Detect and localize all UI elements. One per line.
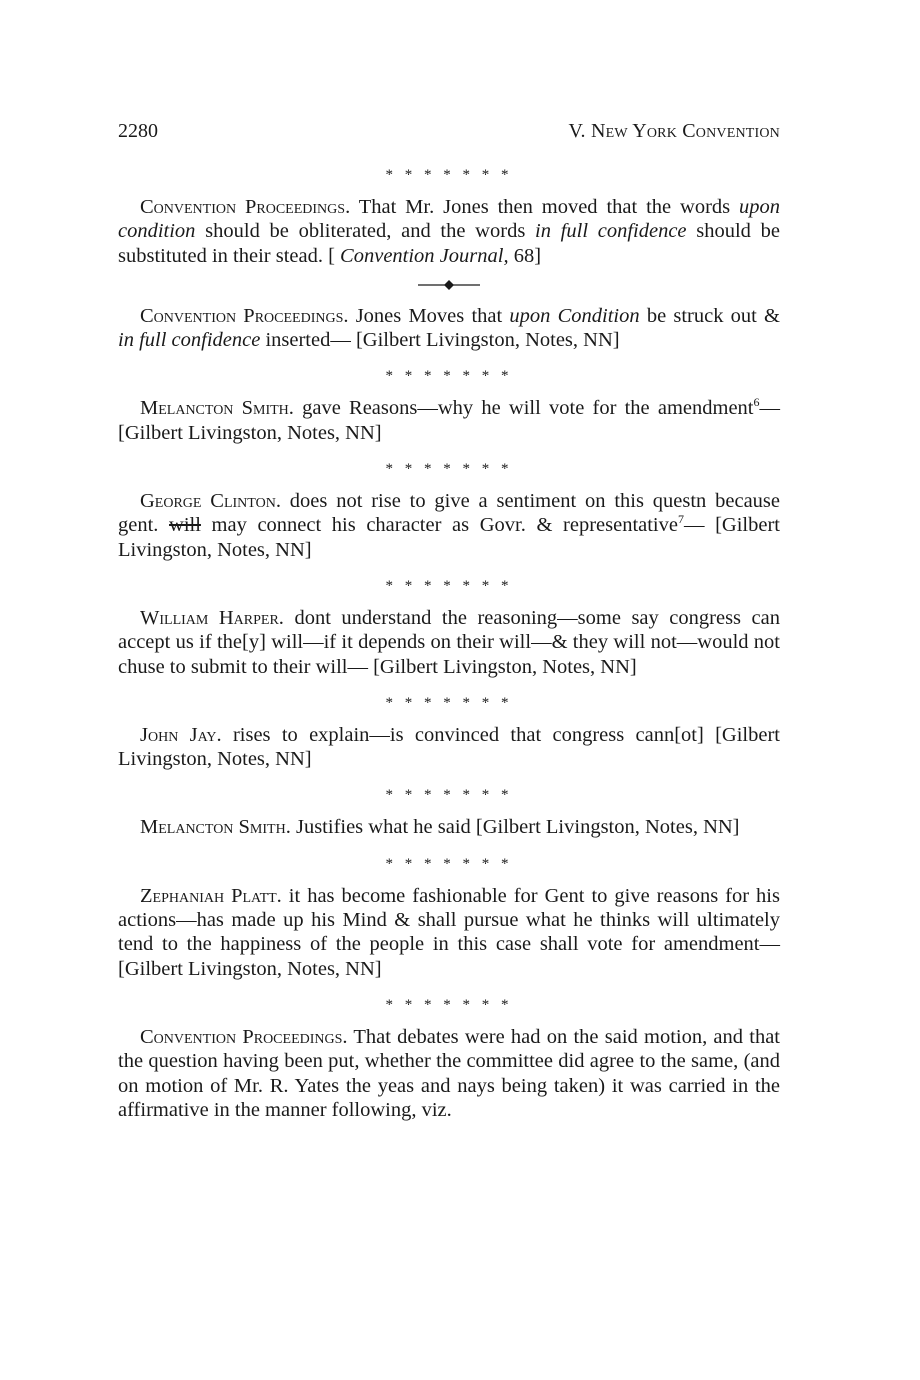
- footnote-ref: 6: [753, 395, 760, 410]
- speaker-name: Convention Proceedings.: [140, 196, 351, 218]
- speaker-name: Melancton Smith.: [140, 397, 294, 420]
- footnote-ref: 7: [677, 512, 684, 527]
- body-text: [118, 165, 780, 1122]
- speaker-name: Melancton Smith.: [140, 816, 291, 839]
- entry-text: will: [169, 514, 201, 537]
- section-separator: * * * * * * *: [385, 368, 513, 385]
- diamond-rule-icon: [118, 278, 780, 292]
- speaker-name: John Jay.: [140, 723, 222, 746]
- entry-text: in full confidence: [535, 220, 687, 243]
- entry-text: should be substituted in their stead. [: [118, 220, 780, 267]
- entry-paragraph: [118, 489, 780, 562]
- speaker-name: Convention Proceedings.: [140, 1025, 348, 1048]
- entry-text: in full confidence: [118, 329, 261, 352]
- entry-text: rises to explain—is convinced that congress cann[ot] [Gilbert Livingston, Notes, NN]: [118, 723, 780, 771]
- document-page: [118, 120, 780, 1136]
- entry-text: dont understand the reasoning—some say congress can accept us if the[y] will—if it depends on their will—& they will not—would not chuse to submit to their will— [Gilbert Livingston, Notes, NN]: [118, 606, 780, 678]
- entry-paragraph: [118, 1025, 780, 1122]
- entry-text: — [Gilbert Livingston, Notes, NN]: [118, 397, 780, 444]
- entry-text: Justifies what he said [Gilbert Livingston, Notes, NN]: [290, 816, 740, 839]
- speaker-name: William Harper.: [140, 606, 284, 629]
- entry-text: 68]: [508, 244, 542, 267]
- entry-text: does not rise to give a sentiment on this questn because gent.: [118, 490, 781, 537]
- section-separator: * * * * * * *: [385, 996, 513, 1013]
- entry-paragraph: [118, 195, 780, 268]
- entry-paragraph: [118, 884, 780, 981]
- entry-text: upon condition: [118, 196, 781, 243]
- entry-text: may connect his character as Govr. & representative: [200, 514, 678, 537]
- running-title: V. New York Convention: [568, 120, 780, 142]
- section-separator: * * * * * * *: [385, 577, 513, 594]
- entry-text: inserted— [Gilbert Livingston, Notes, NN]: [260, 329, 620, 352]
- entry-paragraph: [118, 396, 780, 445]
- entry-text: Convention Journal,: [340, 244, 509, 267]
- entry-text: Jones Moves that: [348, 304, 510, 327]
- speaker-name: George Clinton.: [140, 490, 281, 513]
- speaker-name: Convention Proceedings.: [140, 304, 349, 327]
- entry-paragraph: [118, 606, 780, 679]
- page-number: 2280: [118, 120, 158, 142]
- section-separator: * * * * * * *: [385, 694, 513, 711]
- entry-text: That debates were had on the said motion, and that the question having been put, whether the committee did agree to the same, (and on motion of Mr. R. Yates the yeas and nays being taken) it was carried in the affirmative in the manner following, viz.: [118, 1025, 781, 1121]
- entry-paragraph: [118, 304, 780, 353]
- entry-text: gave Reasons—why he will vote for the amendment: [293, 397, 754, 420]
- entry-text: — [Gilbert Livingston, Notes, NN]: [118, 514, 780, 561]
- section-separator: * * * * * * *: [385, 855, 513, 872]
- entry-text: upon Condition: [509, 304, 640, 327]
- section-separator: * * * * * * *: [385, 167, 513, 183]
- entry-text: That Mr. Jones then moved that the words: [350, 196, 740, 218]
- section-separator: * * * * * * *: [385, 787, 513, 804]
- running-header: [118, 120, 780, 143]
- entry-paragraph: [118, 815, 780, 839]
- entry-text: should be obliterated, and the words: [195, 220, 536, 243]
- speaker-name: Zephaniah Platt.: [140, 884, 282, 907]
- section-separator: * * * * * * *: [385, 461, 513, 478]
- entry-text: it has become fashionable for Gent to give reasons for his actions—has made up his Mind & shall pursue what he thinks will ultimately tend to the happiness of the people in this case shall vote for amendment— [Gilbert Livingston, Notes, NN]: [118, 884, 780, 980]
- entry-paragraph: [118, 723, 780, 772]
- entry-text: be struck out &: [639, 304, 781, 327]
